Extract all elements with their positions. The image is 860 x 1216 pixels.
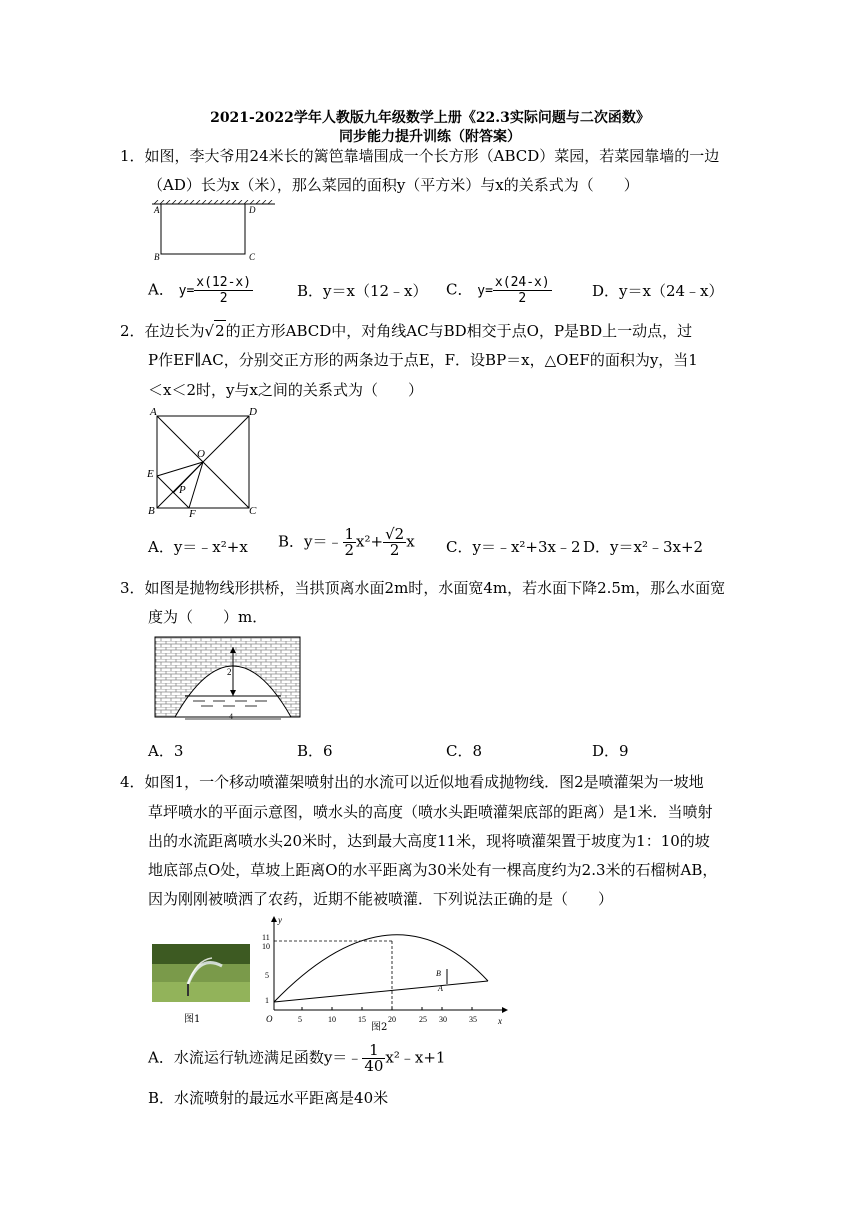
q4-text-line2: 草坪喷水的平面示意图，喷水头的高度（喷水头距喷灌架底部的距离）是1米．当喷射 xyxy=(148,803,713,821)
q1-option-c-den: 2 xyxy=(518,291,527,306)
fig2-ytick-5: 5 xyxy=(265,971,269,980)
q2-option-c[interactable]: C．y＝﹣x²+3x﹣2 xyxy=(446,538,581,556)
fig2-point-b: B xyxy=(436,969,441,978)
q2-text-line1 xyxy=(120,320,692,341)
fig2-y-label: y xyxy=(278,915,282,925)
q4-option-b[interactable]: B．水流喷射的最远水平距离是40米 xyxy=(148,1089,389,1107)
q4-text-line4: 地底部点O处，草坡上距离O的水平距离为30米处有一棵高度约为2.3米的石榴树AB， xyxy=(148,861,718,879)
q1-option-a-den: 2 xyxy=(219,291,228,306)
q4-text-line1: 4．如图1，一个移动喷灌架喷射出的水流可以近似地看成抛物线．图2是喷灌架为一坡地 xyxy=(120,773,704,791)
q1-option-c-num: x(24-x) xyxy=(494,275,550,290)
q1-option-d[interactable]: D．y＝x（24﹣x） xyxy=(592,282,724,300)
q3-option-d[interactable]: D．9 xyxy=(592,742,629,760)
q3-option-a[interactable]: A．3 xyxy=(148,742,184,760)
q3-option-c[interactable]: C．8 xyxy=(446,742,483,760)
fig2-xtick-30: 30 xyxy=(439,1015,447,1024)
q2-label-b: B xyxy=(148,505,155,517)
q1-option-c-y: y= xyxy=(477,283,493,299)
page-title: 2021-2022学年人教版九年级数学上册《22.3实际问题与二次函数》 xyxy=(210,110,650,126)
q4-option-a-den: 40 xyxy=(364,1057,384,1075)
fig2-point-a: A xyxy=(438,984,443,993)
q4-option-a[interactable] xyxy=(148,1043,445,1074)
fig2-xtick-25: 25 xyxy=(419,1015,427,1024)
fig2-ytick-10: 10 xyxy=(262,942,270,951)
fig2-xtick-5: 5 xyxy=(298,1015,302,1024)
q1-option-a[interactable] xyxy=(148,275,253,306)
fig2-ytick-1: 1 xyxy=(265,996,269,1005)
q2-option-b-den1: 2 xyxy=(344,541,355,559)
q2-line1-pre: 2．在边长为 xyxy=(120,322,205,340)
q1-label-b: B xyxy=(154,252,160,262)
q2-label-a: A xyxy=(150,406,157,418)
fig2-ytick-11: 11 xyxy=(262,933,270,942)
q2-option-b-den2: 2 xyxy=(389,541,400,559)
fig2-x-label: x xyxy=(498,1016,502,1026)
q4-option-a-post: x²﹣x+1 xyxy=(385,1048,446,1067)
q4-text-line5: 因为刚刚被喷洒了农药，近期不能被喷灌．下列说法正确的是（ ） xyxy=(148,890,614,908)
q1-label-a: A xyxy=(154,205,160,215)
sprinkler-photo xyxy=(152,944,250,1002)
q1-option-a-num: x(12-x) xyxy=(196,275,252,290)
q2-label-e: E xyxy=(147,468,154,480)
q1-option-c[interactable] xyxy=(446,275,552,306)
q2-option-b-num2: √2 xyxy=(385,525,405,543)
q1-option-a-y: y= xyxy=(178,283,195,299)
q3-figure xyxy=(153,635,303,720)
q2-label-c: C xyxy=(249,505,257,517)
q2-option-a[interactable]: A．y＝﹣x²+x xyxy=(148,538,248,556)
q4-text-line3: 出的水流距离喷水头20米时，达到最大高度11米，现将喷灌架置于坡度为1：10的坡 xyxy=(148,832,710,850)
q1-option-b[interactable]: B．y＝x（12﹣x） xyxy=(297,282,428,300)
q3-option-b[interactable]: B．6 xyxy=(297,742,333,760)
q2-option-b-num1: 1 xyxy=(344,525,355,543)
q3-text-line2: 度为（ ）m． xyxy=(148,608,268,626)
q2-option-b-mid: x²+ xyxy=(356,532,384,551)
q2-figure xyxy=(145,405,265,517)
fig2-xtick-35: 35 xyxy=(469,1015,477,1024)
fig2-xtick-15: 15 xyxy=(358,1015,366,1024)
fig2-origin-label: O xyxy=(266,1014,273,1024)
q4-option-a-pre: A．水流运行轨迹满足函数y＝﹣ xyxy=(148,1048,363,1067)
q3-width-label: 4 xyxy=(229,712,233,720)
q2-line1-post: 的正方形ABCD中，对角线AC与BD相交于点O，P是BD上一动点，过 xyxy=(225,322,693,340)
q2-label-p: P xyxy=(179,484,186,496)
q4-option-a-num: 1 xyxy=(362,1043,385,1059)
q2-option-b-pre: B．y＝﹣ xyxy=(278,532,343,551)
q1-label-c: C xyxy=(249,252,256,262)
q2-option-b[interactable] xyxy=(278,527,415,558)
q2-text-line2: P作EF∥AC，分别交正方形的两条边于点E，F．设BP＝x，△OEF的面积为y，当1 xyxy=(148,351,698,369)
q2-label-o: O xyxy=(197,448,205,460)
q2-option-b-post: x xyxy=(406,532,415,551)
q1-text-line1: 1．如图，李大爷用24米长的篱笆靠墙围成一个长方形（ABCD）菜园，若菜园靠墙的一边 xyxy=(120,147,720,165)
q2-line1-sqrt: 2 xyxy=(215,322,225,340)
sqrt-icon: √ xyxy=(204,322,215,340)
page-subtitle: 同步能力提升训练（附答案） xyxy=(339,129,521,145)
q3-text-line1: 3．如图是抛物线形拱桥，当拱顶离水面2m时，水面宽4m，若水面下降2.5m，那么水面宽 xyxy=(120,579,726,597)
q2-option-d[interactable]: D．y＝x²﹣3x+2 xyxy=(583,538,704,556)
q2-text-line3: ＜x＜2时，y与x之间的关系式为（ ） xyxy=(148,381,423,399)
q3-height-label: 2 xyxy=(227,667,232,677)
q1-text-line2: （AD）长为x（米），那么菜园的面积y（平方米）与x的关系式为（ ） xyxy=(148,176,639,194)
q1-option-a-label: A． xyxy=(148,280,174,299)
q1-label-d: D xyxy=(249,205,256,215)
fig1-caption: 图1 xyxy=(184,1014,201,1025)
q1-option-c-label: C． xyxy=(446,280,473,299)
fig2-caption: 图2 xyxy=(371,1022,388,1033)
fig2-xtick-20: 20 xyxy=(388,1015,396,1024)
fig2-xtick-10: 10 xyxy=(328,1015,336,1024)
sprinkler-diagram xyxy=(258,914,510,1034)
q2-label-d: D xyxy=(249,406,257,418)
q1-figure xyxy=(150,200,280,262)
q2-label-f: F xyxy=(189,508,196,517)
